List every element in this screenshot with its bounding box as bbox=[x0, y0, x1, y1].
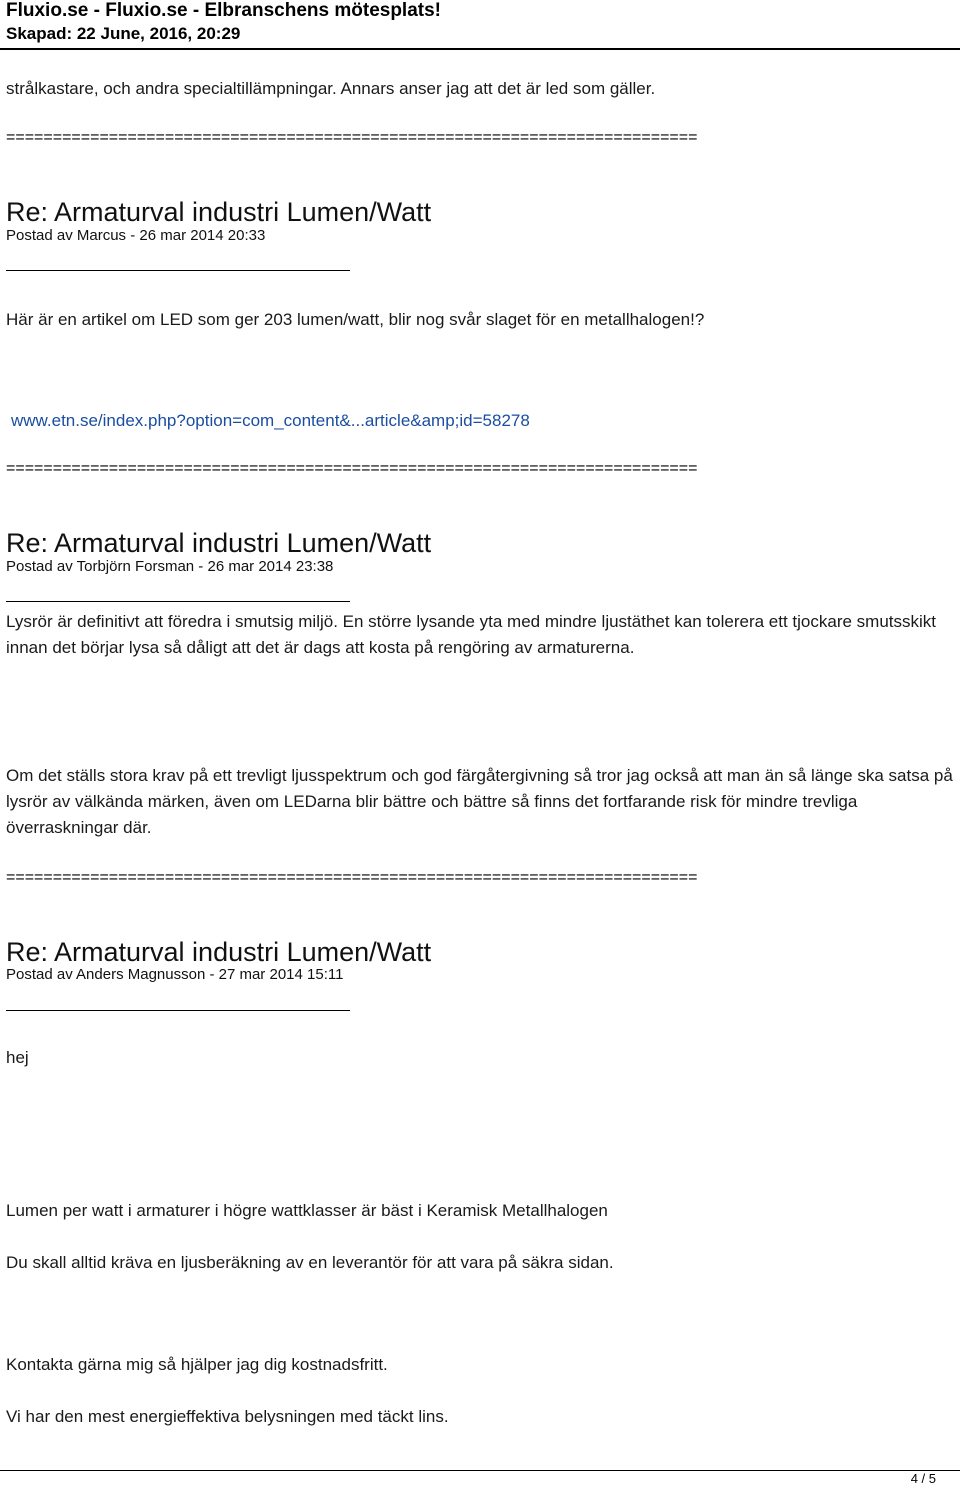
post-paragraph: Om det ställs stora krav på ett trevligt ljusspektrum och god färgåtergivning så tror jag också att man än så länge ska satsa på lysrör av välkända märken, även om LEDarna blir bättre och bättre så finns det fortfarande risk för mindre trevliga överraskningar där. bbox=[6, 766, 953, 837]
post-paragraph: Lysrör är definitivt att föredra i smutsig miljö. En större lysande yta med mindre ljustäthet kan tolerera ett tjockare smutsskikt innan det börjar lysa så dåligt att det är dags att kosta på rengöring av armaturerna. bbox=[6, 612, 937, 657]
post-separator: ========================================================================== bbox=[6, 129, 698, 146]
post-meta-divider bbox=[6, 601, 350, 602]
post-title: Re: Armaturval industri Lumen/Watt bbox=[6, 197, 432, 227]
post-meta: Postad av Marcus - 26 mar 2014 20:33 bbox=[6, 227, 266, 244]
article-link[interactable]: www.etn.se/index.php?option=com_content&...article&amp;id=58278 bbox=[11, 411, 530, 430]
post-separator: ========================================================================== bbox=[6, 460, 698, 477]
post-title: Re: Armaturval industri Lumen/Watt bbox=[6, 937, 432, 967]
post-paragraph: Kontakta gärna mig så hjälper jag dig kostnadsfritt. bbox=[6, 1355, 388, 1374]
post-meta: Postad av Anders Magnusson - 27 mar 2014 15:11 bbox=[6, 966, 344, 983]
post-paragraph: Vi har den mest energieffektiva belysningen med täckt lins. bbox=[6, 1407, 449, 1426]
previous-post-tail: strålkastare, och andra specialtillämpningar. Annars anser jag att det är led som gäller. bbox=[6, 79, 656, 98]
page-number: 4 / 5 bbox=[910, 1471, 936, 1486]
post-paragraph: Lumen per watt i armaturer i högre wattklasser är bäst i Keramisk Metallhalogen bbox=[6, 1201, 608, 1220]
post-paragraph: hej bbox=[6, 1048, 29, 1067]
post-meta-divider bbox=[6, 270, 350, 271]
post-paragraph: Du skall alltid kräva en ljusberäkning av en leverantör för att vara på säkra sidan. bbox=[6, 1253, 614, 1272]
post-separator: ========================================================================== bbox=[6, 869, 698, 886]
post-meta-divider bbox=[6, 1010, 350, 1011]
header-divider bbox=[0, 48, 960, 50]
post-paragraph: Här är en artikel om LED som ger 203 lumen/watt, blir nog svår slaget för en metallhalogen!? bbox=[6, 310, 705, 329]
post-meta: Postad av Torbjörn Forsman - 26 mar 2014 23:38 bbox=[6, 558, 334, 575]
footer-divider bbox=[0, 1470, 960, 1471]
created-date: Skapad: 22 June, 2016, 20:29 bbox=[6, 24, 241, 43]
document-title: Fluxio.se - Fluxio.se - Elbranschens mötesplats! bbox=[6, 0, 441, 21]
post-title: Re: Armaturval industri Lumen/Watt bbox=[6, 528, 432, 558]
